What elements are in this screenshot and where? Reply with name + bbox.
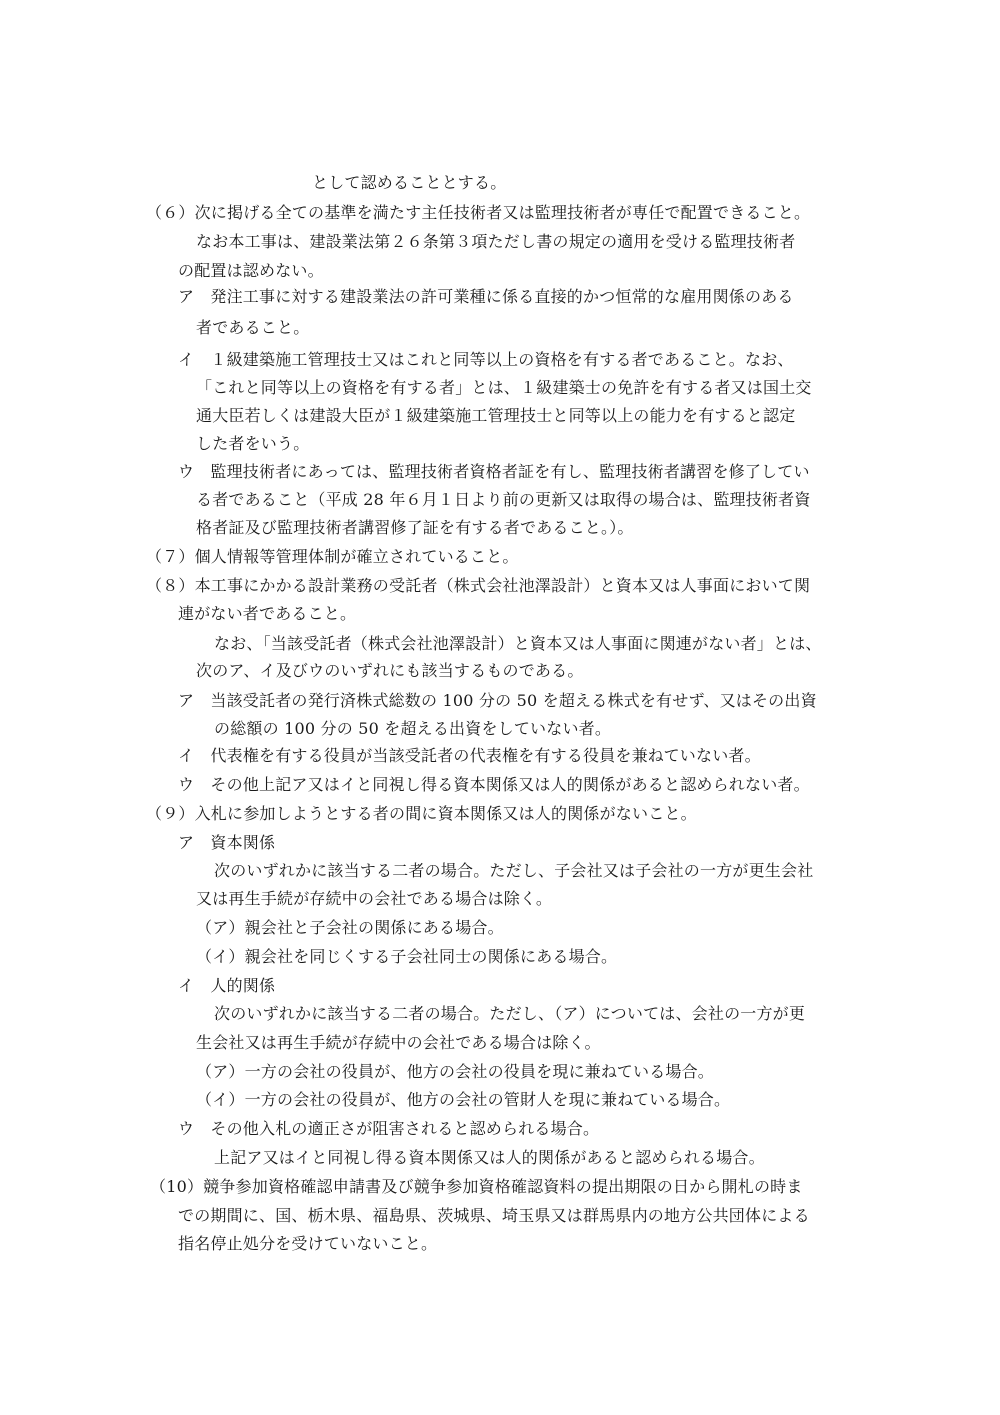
text-line: 次のいずれかに該当する二者の場合。ただし、子会社又は子会社の一方が更生会社: [214, 861, 814, 880]
text-line: 通大臣若しくは建設大臣が１級建築施工管理技士と同等以上の能力を有すると認定: [196, 406, 796, 425]
text-line: 生会社又は再生手続が存続中の会社である場合は除く。: [196, 1033, 601, 1052]
item-a-line: ア 発注工事に対する建設業法の許可業種に係る直接的かつ恒常的な雇用関係のある: [178, 287, 794, 306]
text-line: での期間に、国、栃木県、福島県、茨城県、埼玉県又は群馬県内の地方公共団体による: [178, 1206, 810, 1225]
sub-item-line: （イ）親会社を同じくする子会社同士の関係にある場合。: [196, 947, 618, 966]
text-line: 上記ア又はイと同視し得る資本関係又は人的関係があると認められる場合。: [214, 1148, 765, 1167]
item-i-line: イ １級建築施工管理技士又はこれと同等以上の資格を有する者であること。なお、: [178, 350, 794, 369]
item-u-line: ウ その他入札の適正さが阻害されると認められる場合。: [178, 1119, 600, 1138]
text-line: 指名停止処分を受けていないこと。: [178, 1234, 438, 1253]
section-9-heading: （９）入札に参加しようとする者の間に資本関係又は人的関係がないこと。: [146, 804, 697, 823]
text-line: 次のいずれかに該当する二者の場合。ただし、（ア）については、会社の一方が更: [214, 1004, 806, 1023]
item-u-line: ウ 監理技術者にあっては、監理技術者資格者証を有し、監理技術者講習を修了してい: [178, 462, 810, 481]
text-line: 又は再生手続が存続中の会社である場合は除く。: [196, 889, 553, 908]
item-u-line: ウ その他上記ア又はイと同視し得る資本関係又は人的関係があると認められない者。: [178, 775, 810, 794]
text-line: 連がない者であること。: [178, 604, 357, 623]
text-line: 格者証及び監理技術者講習修了証を有する者であること。）。: [196, 518, 634, 537]
text-line: 次のア、イ及びウのいずれにも該当するものである。: [196, 661, 584, 680]
section-8-heading: （８）本工事にかかる設計業務の受託者（株式会社池澤設計）と資本又は人事面において関: [146, 576, 811, 595]
text-line: として認めることとする。: [312, 173, 507, 192]
text-line: の配置は認めない。: [178, 261, 324, 280]
section-10-heading: （10）競争参加資格確認申請書及び競争参加資格確認資料の提出期限の日から開札の時ま: [150, 1177, 803, 1196]
text-line: 「これと同等以上の資格を有する者」とは、１級建築士の免許を有する者又は国土交: [196, 378, 812, 397]
text-line: なお本工事は、建設業法第２６条第３項ただし書の規定の適用を受ける監理技術者: [196, 232, 796, 251]
text-line: る者であること（平成 28 年６月１日より前の更新又は取得の場合は、監理技術者資: [196, 490, 811, 509]
sub-item-line: （ア）親会社と子会社の関係にある場合。: [196, 918, 504, 937]
item-a-line: ア 当該受託者の発行済株式総数の 100 分の 50 を超える株式を有せず、又はその出資: [178, 691, 817, 710]
item-i-heading: イ 人的関係: [178, 976, 276, 995]
text-line: 者であること。: [196, 318, 310, 337]
section-6-heading: （６）次に掲げる全ての基準を満たす主任技術者又は監理技術者が専任で配置できること。: [146, 203, 811, 222]
text-line: なお、「当該受託者（株式会社池澤設計）と資本又は人事面に関連がない者」とは、: [214, 634, 822, 653]
section-7-heading: （７）個人情報等管理体制が確立されていること。: [146, 547, 519, 566]
item-i-line: イ 代表権を有する役員が当該受託者の代表権を有する役員を兼ねていない者。: [178, 746, 761, 765]
item-a-heading: ア 資本関係: [178, 833, 276, 852]
sub-item-line: （イ）一方の会社の役員が、他方の会社の管財人を現に兼ねている場合。: [196, 1090, 731, 1109]
text-line: の総額の 100 分の 50 を超える出資をしていない者。: [214, 719, 612, 738]
text-line: した者をいう。: [196, 434, 310, 453]
sub-item-line: （ア）一方の会社の役員が、他方の会社の役員を現に兼ねている場合。: [196, 1062, 715, 1081]
